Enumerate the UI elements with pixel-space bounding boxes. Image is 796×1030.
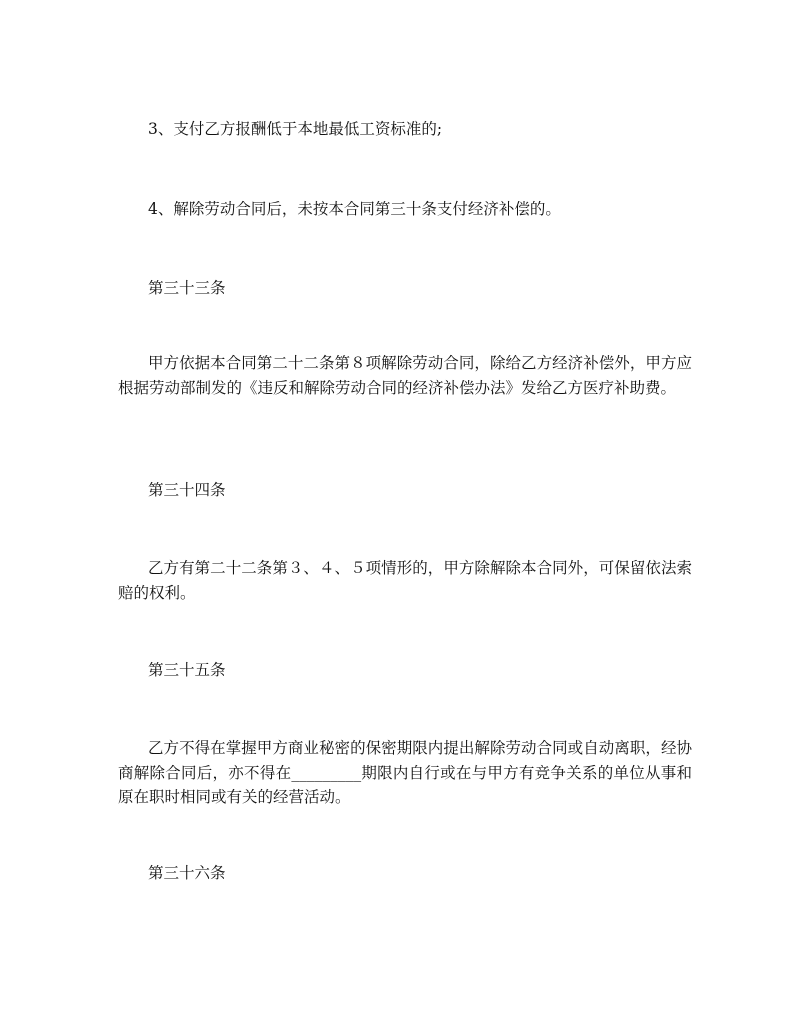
article-33-paragraph: 甲方依据本合同第二十二条第８项解除劳动合同，除给乙方经济补偿外，甲方应根据劳动部制发的《违反和解除劳动合同的经济补偿办法》发给乙方医疗补助费。 bbox=[118, 354, 692, 397]
article-heading-36: 第三十六条 bbox=[148, 864, 226, 882]
article-heading-33: 第三十三条 bbox=[148, 279, 226, 297]
article-heading-34: 第三十四条 bbox=[148, 481, 226, 499]
article-35-paragraph: 乙方不得在掌握甲方商业秘密的保密期限内提出解除劳动合同或自动离职，经协商解除合同后，亦不得在_________期限内自行或在与甲方有竞争关系的单位从事和原在职时相同或有关的经营活动。 bbox=[118, 739, 692, 806]
article-34-paragraph: 乙方有第二十二条第３、４、５项情形的，甲方除解除本合同外，可保留依法索赔的权利。 bbox=[118, 559, 692, 602]
clause-item-3: 3、支付乙方报酬低于本地最低工资标准的; bbox=[148, 120, 443, 138]
clause-item-4: 4、解除劳动合同后，未按本合同第三十条支付经济补偿的。 bbox=[148, 200, 561, 218]
article-heading-35: 第三十五条 bbox=[148, 661, 226, 679]
